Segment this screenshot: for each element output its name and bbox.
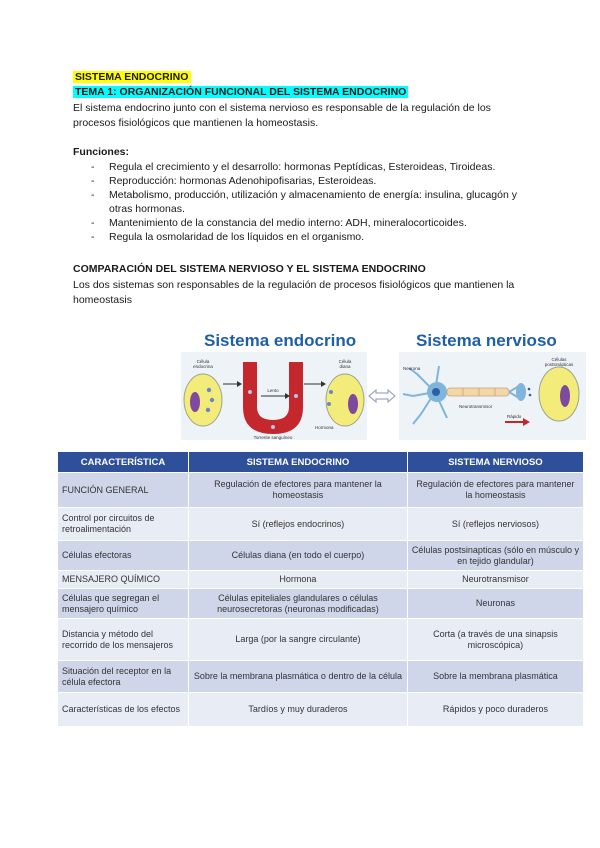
function-item: - Metabolismo, producción, utilización y almacenamiento de energía: insulina, glucagón y otras hormonas. (73, 188, 543, 216)
function-item: - Reproducción: hormonas Adenohipofisarias, Esteroideas. (73, 174, 543, 188)
endocrine-diagram (181, 352, 367, 440)
table-row (58, 571, 584, 589)
function-item: - Regula la osmolaridad de los líquidos en el organismo. (73, 230, 543, 244)
hormone-in-blood (271, 425, 275, 429)
endocrine-diagram-svg (181, 352, 367, 440)
receptor (327, 402, 331, 406)
nervous-figure-title: Sistema nervioso (416, 331, 557, 350)
nervous-cell-value: Regulación de efectores para mantener la homeostasis (407, 473, 583, 508)
postsynaptic-nucleus (560, 385, 570, 407)
header-characteristic: CARACTERÍSTICA (58, 452, 189, 473)
comparison-table (57, 451, 584, 727)
label-slow: Lento (267, 388, 279, 393)
row-label: Células que segregan el mensajero químico (58, 589, 189, 619)
hormone-vesicle (206, 408, 210, 412)
table-row (58, 619, 584, 661)
row-label: Células efectoras (58, 541, 189, 571)
neuron-nucleus (432, 388, 440, 396)
label-postsynaptic-2: postsinápticas (544, 362, 574, 367)
hormone-vesicle (207, 388, 211, 392)
endocrine-cell-value: Regulación de efectores para mantener la homeostasis (189, 473, 408, 508)
nervous-cell-value: Rápidos y poco duraderos (407, 693, 583, 727)
header-nervous: SISTEMA NERVIOSO (407, 452, 583, 473)
endocrine-cell-value: Tardíos y muy duraderos (189, 693, 408, 727)
table-row (58, 541, 584, 571)
function-item: - Mantenimiento de la constancia del medio interno: ADH, mineralocorticoides. (73, 216, 543, 230)
neurotransmitter-dot (529, 394, 532, 397)
label-postsynaptic-1: Células (551, 357, 567, 362)
nervous-cell-value: Neurotransmisor (407, 571, 583, 589)
endocrine-cell (184, 374, 222, 426)
intro-paragraph: El sistema endocrino junto con el sistema nervioso es responsable de la regulación de los procesos fisiológicos que mantienen la homeostasis. (73, 102, 491, 129)
label-fast: Rápido (507, 414, 522, 419)
target-cell (326, 374, 364, 426)
hormone-vesicle (210, 398, 214, 402)
nervous-cell-value: Células postsinapticas (sólo en músculo y en tejido glandular) (407, 541, 583, 571)
endocrine-figure-title: Sistema endocrino (204, 331, 357, 350)
endocrine-cell-value: Sí (reflejos endocrinos) (189, 508, 408, 541)
label-endocrine-cell-1: Célula (196, 359, 210, 364)
nervous-cell-value: Corta (a través de una sinapsis microscópica) (407, 619, 583, 661)
endocrine-cell-value: Hormona (189, 571, 408, 589)
row-label: MENSAJERO QUÍMICO (58, 571, 189, 589)
label-neurotransmitter: Neurotransmisor (459, 404, 493, 409)
functions-list (73, 160, 543, 244)
nervous-diagram (399, 352, 586, 440)
endocrine-cell-value: Células epiteliales glandulares o células neurosecretoras (neuronas modificadas) (189, 589, 408, 619)
label-blood-stream: Torrente sanguíneo (253, 435, 293, 440)
nervous-cell-value: Neuronas (407, 589, 583, 619)
comparison-heading: COMPARACIÓN DEL SISTEMA NERVIOSO Y EL SISTEMA ENDOCRINO (73, 263, 426, 275)
double-arrow-svg (368, 388, 396, 404)
function-item: - Regula el crecimiento y el desarrollo: hormonas Peptídicas, Esteroideas, Tiroideas. (73, 160, 543, 174)
axon (447, 388, 509, 396)
target-cell-nucleus (348, 394, 358, 414)
label-target-cell-2: diana (339, 364, 351, 369)
header-endocrine: SISTEMA ENDOCRINO (189, 452, 408, 473)
synaptic-bouton (516, 383, 526, 401)
label-target-cell-1: Célula (338, 359, 352, 364)
row-label: Control por circuitos de retroalimentación (58, 508, 189, 541)
comparison-paragraph: Los dos sistemas son responsables de la regulación de procesos fisiológicos que mantienen la homeostasis (73, 279, 515, 306)
endocrine-cell-value: Sobre la membrana plasmática o dentro de la célula (189, 661, 408, 693)
table-row (58, 508, 584, 541)
nervous-diagram-svg (399, 352, 586, 440)
hormone-in-blood (248, 390, 252, 394)
functions-heading: Funciones: (73, 146, 130, 158)
endocrine-cell-nucleus (190, 392, 200, 412)
label-endocrine-cell-2: endocrina (193, 364, 213, 369)
section-title: TEMA 1: ORGANIZACIÓN FUNCIONAL DEL SISTEMA ENDOCRINO (75, 86, 407, 98)
row-label: Situación del receptor en la célula efectora (58, 661, 189, 693)
endocrine-cell-value: Células diana (en todo el cuerpo) (189, 541, 408, 571)
row-label: Distancia y método del recorrido de los mensajeros (58, 619, 189, 661)
neurotransmitter-dot (528, 388, 531, 391)
postsynaptic-cell (539, 367, 579, 421)
nervous-cell-value: Sí (reflejos nerviosos) (407, 508, 583, 541)
label-hormone: Hormona (315, 425, 334, 430)
endocrine-cell-value: Larga (por la sangre circulante) (189, 619, 408, 661)
table-row (58, 589, 584, 619)
table-row (58, 473, 584, 508)
hormone-in-blood (294, 394, 298, 398)
label-neuron: Neurona (403, 366, 421, 371)
row-label: FUNCIÓN GENERAL (58, 473, 189, 508)
row-label: Características de los efectos (58, 693, 189, 727)
double-arrow-icon (369, 390, 395, 402)
table-row (58, 661, 584, 693)
table-header-row (58, 452, 584, 473)
table-row (58, 693, 584, 727)
nervous-cell-value: Sobre la membrana plasmática (407, 661, 583, 693)
main-title: SISTEMA ENDOCRINO (73, 71, 191, 83)
comparison-double-arrow (368, 388, 396, 404)
receptor (329, 390, 333, 394)
